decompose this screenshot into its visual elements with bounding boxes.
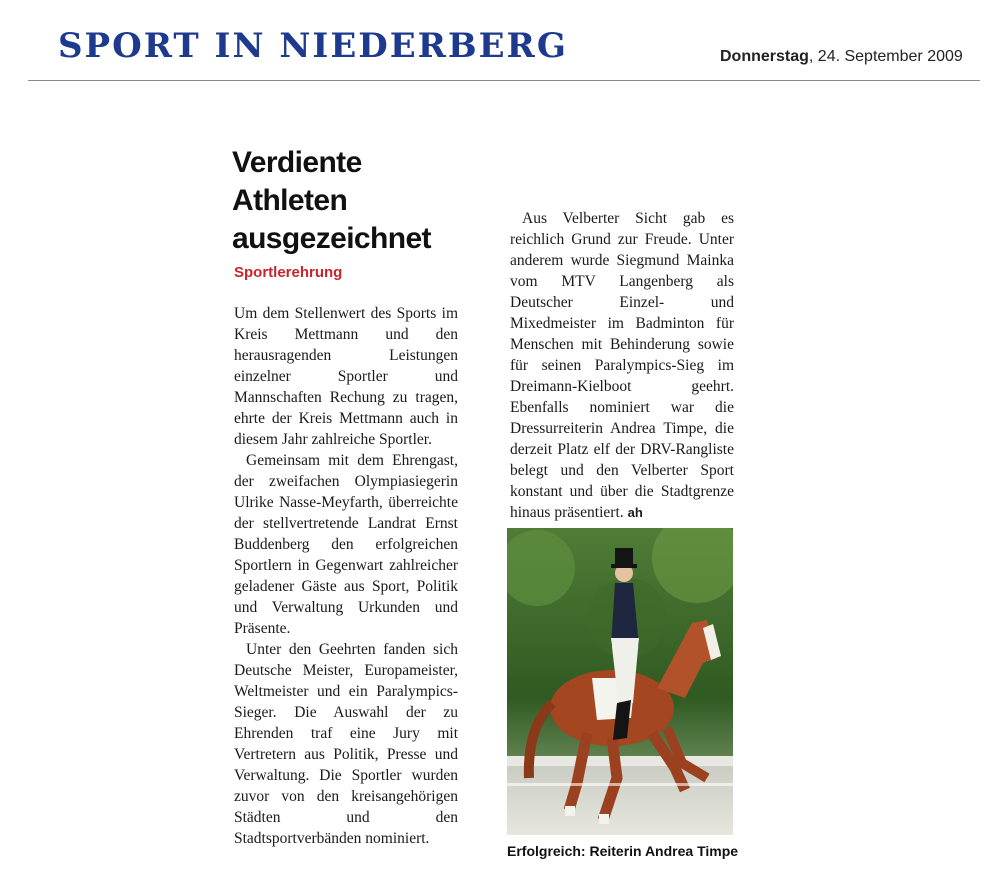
article-kicker: Sportlerehrung: [234, 264, 343, 281]
article-paragraph: [510, 208, 734, 523]
author-signature: ah: [627, 505, 643, 520]
dateline: Donnerstag, 24. September 2009: [720, 48, 963, 65]
article-paragraph: Gemeinsam mit dem Ehrengast, der zweifachen Olympiasiegerin Ulrike Nasse-Meyfarth, überreichte der stellvertretende Landrat Ernst Buddenberg den erfolgreichen Sportlern in Gegenwart zahlreicher geladener Gäste aus Sport, Politik und Verwaltung Urkunden und Präsente.: [234, 452, 458, 637]
header-rule: [28, 80, 980, 81]
article-photo: [507, 528, 733, 835]
masthead: SPORT IN NIEDERBERG: [58, 26, 568, 66]
article-paragraph: Um dem Stellenwert des Sports im Kreis Mettmann und den herausragenden Leistungen einzelner Sportler und Mannschaften Rechung zu tragen, ehrte der Kreis Mettmann auch in diesem Jahr zahlreiche Sportler.: [234, 305, 458, 448]
article-paragraph-text: Aus Velberter Sicht gab es reichlich Grund zur Freude. Unter anderem wurde Siegmund Mainka vom MTV Langenberg als Deutscher Einzel- und Mixedmeister im Badminton für Menschen mit Behinderung sowie für seinen Paralympics-Sieg im Dreimann-Kielboot geehrt. Ebenfalls nominiert war die Dressurreiterin Andrea Timpe, die derzeit Platz elf der DRV-Rangliste belegt und den Velberter Sport konstant und über die Stadtgrenze hinaus präsentiert.: [510, 210, 734, 521]
headline-line: ausgezeichnet: [232, 222, 431, 255]
article-column-2: [510, 208, 734, 523]
article-headline: [232, 144, 492, 258]
dressage-rider-photo: [507, 528, 733, 835]
headline-line: Athleten: [232, 184, 348, 217]
photo-caption: Erfolgreich: Reiterin Andrea Timpe: [507, 843, 739, 859]
article-paragraph: Unter den Geehrten fanden sich Deutsche Meister, Europameister, Weltmeister und ein Paralympics-Sieger. Die Auswahl der zu Ehrenden traf eine Jury mit Vertretern aus Politik, Presse und Verwaltung. Die Sportler wurden zuvor von den kreisangehörigen Städten und den Stadtsportverbänden nominiert.: [234, 641, 458, 847]
article-column-1: [234, 303, 458, 849]
dateline-date: 24. September 2009: [817, 48, 963, 65]
dateline-weekday: Donnerstag: [720, 48, 809, 65]
headline-line: Verdiente: [232, 146, 362, 179]
